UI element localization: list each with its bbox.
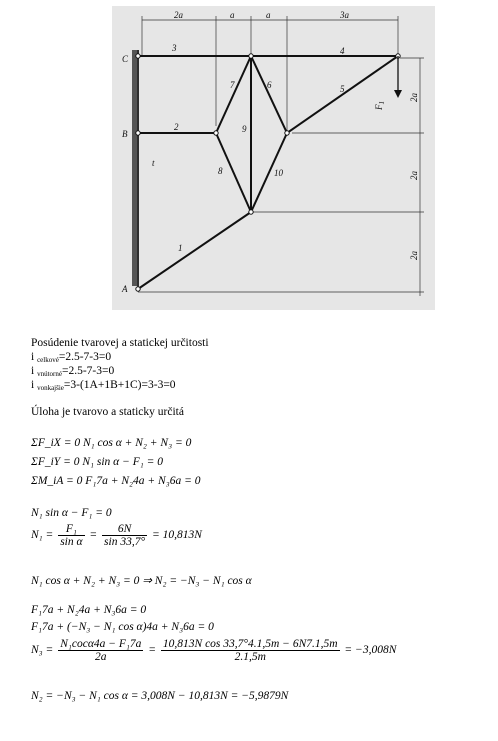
equation-moment: F₁7a + N₂4a + N₃6a = 0: [31, 604, 147, 616]
dim-top-2: a: [230, 10, 235, 20]
dim-top-1: 2a: [174, 10, 183, 20]
equation-sum-ma: ΣM_iA = 0 F₁7a + N₂4a + N₃6a = 0: [31, 475, 201, 487]
dim-right-2: 2a: [409, 171, 419, 180]
force-label: $F_1$: [374, 101, 386, 110]
determinacy-line-internal: i $_{vnútorné}$=2.5-7-3=0: [31, 365, 115, 378]
conclusion-text: Úloha je tvarovo a staticky určitá: [31, 406, 184, 418]
member-label-5: 5: [340, 84, 345, 94]
fraction-f1-sin: $\frac{\text{F₁}}{\text{sin α}}$: [60, 523, 83, 548]
equation-sum-fx: ΣF_iX = 0 N₁ cos α + N₂ + N₃ = 0: [31, 437, 192, 449]
fraction-n3-symbolic: $\frac{\text{N₁cocα4a − F₁7a}}{2a}$: [60, 638, 142, 663]
fraction-6n-sin: $\frac{6N}{\sin 33,7^\circ}$: [104, 523, 146, 548]
joint-label-c: C: [122, 54, 129, 64]
member-label-4: 4: [340, 46, 345, 56]
equation-n2-expr: N₁ cos α + N₂ + N₃ = 0 ⇒ N₂ = −N₃ − N₁ cos α: [31, 575, 252, 587]
equation-n3-value: N₃ = $\frac{\text{N₁cocα4a − F₁7a}}{2a}$ = $\frac{\text{10,813N cos 33,7°4.1,5m − 6N7.1,5m}}{2.1,5m}$ = −3,008N: [31, 638, 397, 663]
heading-text: Posúdenie tvarovej a statickej určitosti: [31, 337, 209, 349]
dim-right-1: 2a: [409, 93, 419, 102]
member-label-3: 3: [172, 43, 177, 53]
equation-n1-value: N₁ = $\frac{\text{F₁}}{\text{sin α}}$ = $\frac{6N}{\sin 33,7^\circ}$ = 10,813N: [31, 523, 202, 548]
truss-diagram: [112, 6, 435, 310]
dimension-lines: [138, 16, 424, 296]
dim-right-3: 2a: [409, 251, 419, 260]
truss-figure: [112, 6, 435, 310]
stray-mark: t: [152, 158, 155, 168]
member-label-6: 6: [267, 80, 272, 90]
determinacy-line-total: i $_{celkové}$=2.5-7-3=0: [31, 351, 112, 364]
equation-n2-value: N₂ = −N₃ − N₁ cos α = 3,008N − 10,813N = −5,9879N: [31, 690, 289, 702]
member-label-9: 9: [242, 124, 247, 134]
dim-top-4: 3a: [340, 10, 349, 20]
joint-label-a: A: [122, 284, 128, 294]
equation-moment-substituted: F₁7a + (−N₃ − N₁ cos α)4a + N₃6a = 0: [31, 621, 214, 633]
member-label-8: 8: [218, 166, 223, 176]
dim-top-3: a: [266, 10, 271, 20]
force-arrow: [394, 56, 402, 98]
equation-sum-fy: ΣF_iY = 0 N₁ sin α − F₁ = 0: [31, 456, 164, 468]
truss-members: [138, 56, 398, 289]
member-label-1: 1: [178, 243, 183, 253]
determinacy-line-external: i $_{vonkajšie}$=3-(1A+1B+1C)=3-3=0: [31, 379, 176, 392]
member-label-7: 7: [230, 80, 235, 90]
member-label-2: 2: [174, 122, 179, 132]
equation-n1-sin: N₁ sin α − F₁ = 0: [31, 507, 112, 519]
member-label-10: 10: [274, 168, 283, 178]
fraction-n3-numeric: $\frac{\text{10,813N cos 33,7°4.1,5m − 6N7.1,5m}}{2.1,5m}$: [162, 638, 338, 663]
joint-label-b: B: [122, 129, 128, 139]
